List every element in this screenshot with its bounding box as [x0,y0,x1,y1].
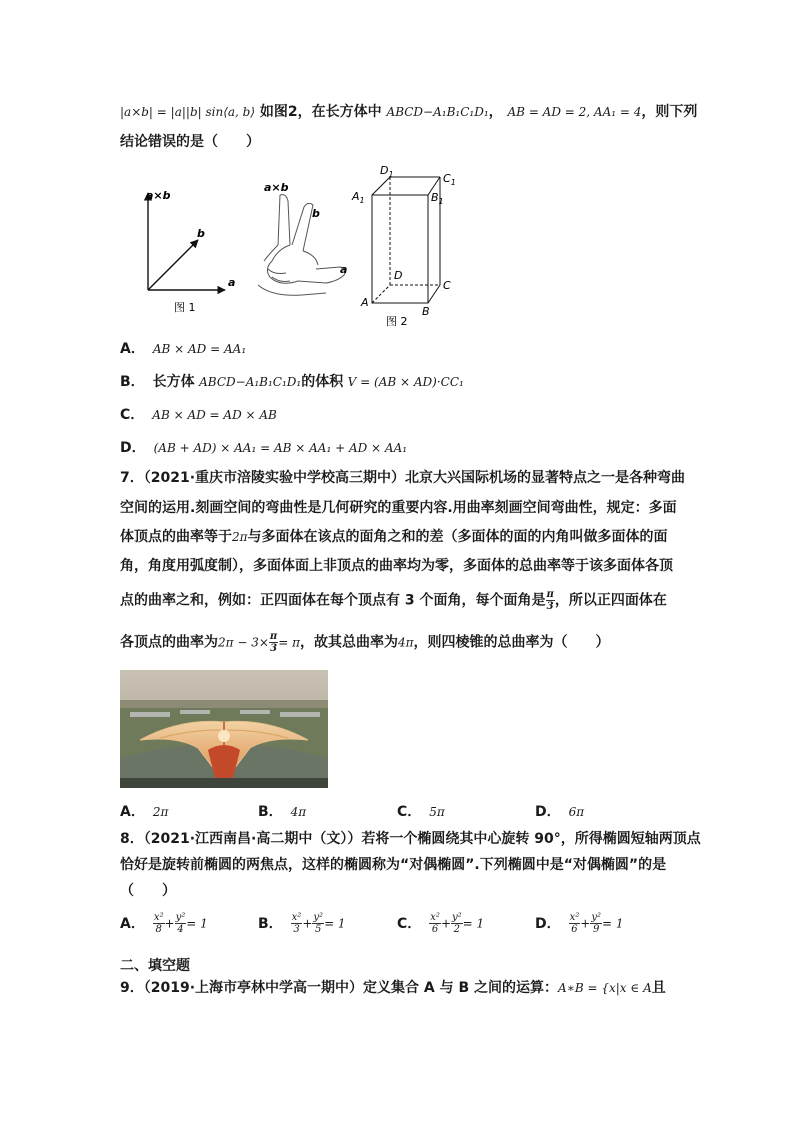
q6-figures [140,165,460,330]
q7-line5-b: ，所以正四面体在 [554,592,667,609]
q7-line3-b: 与多面体在该点的面角之和的差（多面体的面的内角叫做多面体的面 [247,529,668,545]
q8-option-d[interactable] [535,912,624,935]
q7-line1: 7．（2021·重庆市涪陵实验中学校高三期中）北京大兴国际机场的显著特点之一是各种弯曲 [120,470,686,486]
figure-1-vectors [146,189,235,314]
q7-fraction: $\frac{\pi}{3}$ [546,589,554,612]
q6-option-d[interactable] [120,437,407,457]
q9-line1 [120,978,666,998]
q6-option-a[interactable] [120,338,246,358]
option-label: A． [120,804,145,820]
q7-line3 [120,527,668,547]
q8-line3: （ ） [120,883,176,899]
frac-y: $\frac{\text{y²}}{4}$ [175,912,186,935]
option-label: B． [258,804,283,820]
fig2-A1: $A_1$ [352,190,365,205]
right-hand-rule-icon [258,195,348,296]
option-solid: ABCD−A₁B₁C₁D₁ [199,375,302,389]
option-text: 长方体 [152,374,195,390]
q7-2pi: 2π [232,530,248,544]
option-formula: (AB + AD) × AA₁ = AB × AA₁ + AD × AA₁ [153,441,408,455]
option-value: 6π [568,805,585,819]
frac-y: $\frac{\text{y²}}{2}$ [452,912,462,935]
q6-condition: AB = AD = 2, AA₁ = 4 [507,105,642,119]
option-label: C． [397,915,422,932]
q8-option-b[interactable] [258,912,346,935]
q7-line2: 空间的运用.刻画空间的弯曲性是几何研究的重要内容.用曲率刻画空间弯曲性，规定：多面 [120,500,677,516]
fig2-B1: $B_1$ [431,191,444,206]
frac-y: $\frac{\text{y²}}{5}$ [313,912,324,935]
q9-formula: A∗B = {x|x ∈ A [558,981,652,995]
q7-line6-a: 各顶点的曲率为 [120,634,218,651]
hand-label-b: b [312,207,320,220]
q6-solid: ABCD−A₁B₁C₁D₁ [386,105,489,119]
q6-line2: 结论错误的是（ ） [120,134,260,150]
q7-4pi: 4π [398,635,414,650]
q8-option-a[interactable] [120,912,208,935]
frac-x: $\frac{\text{x²}}{6}$ [430,912,440,935]
fig1-label-b: b [197,227,205,240]
option-formula: AB × AD = AA₁ [152,342,247,356]
q7-option-d[interactable] [535,801,584,821]
q6-text: 如图2，在长方体中 [259,104,382,120]
fig1-label-axb: a×b [146,189,171,202]
plus-sign: + [164,916,175,931]
hand-label-axb: a×b [264,181,289,194]
frac-x: $\frac{\text{x²}}{8}$ [153,912,164,935]
q9-tail: 且 [651,980,666,996]
option-rhs: = 1 [186,916,208,931]
q6-option-c[interactable] [120,404,277,424]
fig2-C: C [443,279,451,292]
option-label: D． [535,915,561,932]
frac-x: $\frac{\text{x²}}{6}$ [569,912,580,935]
q7-line6-b: ，故其总曲率为 [300,634,398,651]
plus-sign: + [440,916,451,931]
hand-label-a: a [340,263,348,276]
option-rhs: = 1 [602,916,624,931]
q6-option-b[interactable] [120,371,464,391]
option-value: 2π [152,805,169,819]
fig2-caption: 图 2 [386,315,408,328]
figure-2-box [372,177,440,303]
option-formula: V = (AB × AD)·CC₁ [347,375,464,389]
fig2-A: A [361,296,369,309]
option-value: 4π [290,805,307,819]
q9-text: 9．（2019·上海市亭林中学高一期中）定义集合 A 与 B 之间的运算： [120,980,559,996]
option-label: D． [120,440,146,456]
option-text-mid: 的体积 [301,374,344,390]
plus-sign: + [302,916,313,931]
fig2-D: D [394,269,403,282]
option-rhs: = 1 [324,916,346,931]
q6-line1 [120,102,697,122]
option-value: 5π [429,805,445,819]
q7-line5-a: 点的曲率之和，例如：正四面体在每个顶点有 3 个面角，每个面角是 [120,592,546,609]
airport-photo [120,670,328,788]
option-label: C． [120,407,145,423]
q8-option-c[interactable] [397,912,484,935]
q8-line1: 8．（2021·江西南昌·高二期中（文））若将一个椭圆绕其中心旋转 90°，所得椭圆短轴两顶点 [120,831,701,847]
vector-b-arrow [148,240,198,290]
fig1-label-a: a [228,276,236,289]
q7-line4: 角，角度用弧度制），多面体面上非顶点的曲率均为零，多面体的总曲率等于该多面体各顶 [120,558,673,574]
q7-option-c[interactable] [397,801,445,821]
q7-formula-2: = π [278,635,300,650]
q7-line6 [120,631,610,654]
option-formula: AB × AD = AD × AB [152,408,277,422]
fig2-D1: $D_1$ [380,165,394,179]
q7-option-a[interactable] [120,801,168,821]
q6-sep: ， [488,104,503,120]
q7-fraction-2: $\frac{\pi}{3}$ [269,631,278,654]
q7-line3-a: 体顶点的曲率等于 [120,529,232,545]
option-label: C． [397,804,422,820]
option-label: B． [120,374,145,390]
frac-x: $\frac{\text{x²}}{3}$ [291,912,302,935]
option-label: A． [120,915,145,932]
cross-product-formula: |a×b| = |a||b| sin⟨a, b⟩ [120,105,256,119]
q7-formula-1: 2π − 3× [218,635,269,650]
fig1-caption: 图 1 [174,301,196,314]
option-label: A． [120,341,145,357]
option-label: D． [535,804,561,820]
q6-tail: ，则下列 [641,104,698,120]
q8-line2: 恰好是旋转前椭圆的两焦点，这样的椭圆称为“对偶椭圆”.下列椭圆中是“对偶椭圆”的是 [120,857,667,873]
q7-option-b[interactable] [258,801,306,821]
q7-line6-c: ，则四棱锥的总曲率为（ ） [413,634,610,651]
plus-sign: + [580,916,591,931]
fig2-C1: $C_1$ [443,172,456,187]
option-rhs: = 1 [462,916,485,931]
option-label: B． [258,915,283,932]
frac-y: $\frac{\text{y²}}{9}$ [591,912,602,935]
q7-line5 [120,589,667,612]
fig2-B: B [422,305,430,318]
section-heading: 二、填空题 [120,958,190,974]
